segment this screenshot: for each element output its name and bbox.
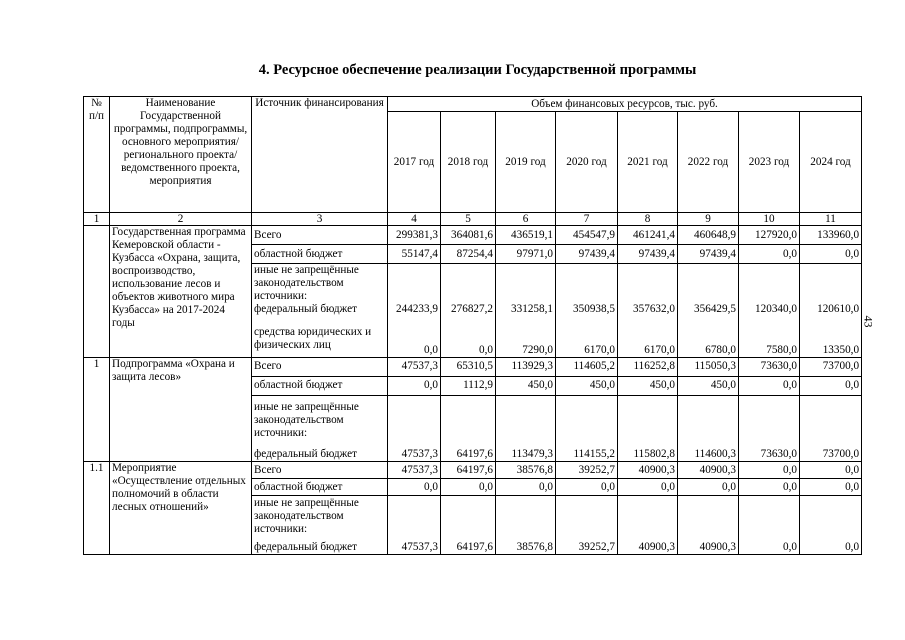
table-row	[84, 462, 862, 479]
value-cell: 6780,0	[678, 321, 739, 357]
row-name: Подпрограмма «Охрана и защита лесов»	[110, 357, 252, 462]
value-cell: 133960,0	[800, 226, 862, 245]
source-cell: Всего	[252, 462, 388, 479]
source-cell: Всего	[252, 226, 388, 245]
value-cell: 244233,9	[388, 303, 441, 321]
value-cell: 0,0	[678, 479, 739, 496]
page-number: 43	[861, 315, 876, 328]
value-cell: 0,0	[739, 538, 800, 555]
value-cell	[739, 395, 800, 445]
value-cell: 64197,6	[441, 538, 496, 555]
value-cell: 39252,7	[556, 462, 618, 479]
value-cell: 73630,0	[739, 357, 800, 376]
value-cell: 64197,6	[441, 445, 496, 462]
source-cell: иные не запрещённые законодательством источники:	[252, 395, 388, 445]
value-cell: 116252,8	[618, 357, 678, 376]
value-cell: 39252,7	[556, 538, 618, 555]
value-cell: 0,0	[496, 479, 556, 496]
value-cell	[388, 496, 441, 538]
index-cell: 11	[800, 213, 862, 226]
value-cell	[678, 264, 739, 304]
value-cell: 40900,3	[678, 538, 739, 555]
value-cell: 350938,5	[556, 303, 618, 321]
value-cell	[556, 264, 618, 304]
value-cell: 97439,4	[556, 245, 618, 264]
value-cell: 0,0	[556, 479, 618, 496]
source-cell: иные не запрещённые законодательством источники:	[252, 264, 388, 304]
source-cell: областной бюджет	[252, 479, 388, 496]
value-cell	[618, 395, 678, 445]
row-num: 1.1	[84, 462, 110, 555]
value-cell: 73700,0	[800, 357, 862, 376]
value-cell: 114600,3	[678, 445, 739, 462]
source-cell: федеральный бюджет	[252, 303, 388, 321]
value-cell: 115050,3	[678, 357, 739, 376]
source-cell: областной бюджет	[252, 376, 388, 395]
value-cell: 113479,3	[496, 445, 556, 462]
value-cell	[556, 395, 618, 445]
header-volume: Объем финансовых ресурсов, тыс. руб.	[388, 97, 862, 112]
value-cell	[678, 395, 739, 445]
value-cell	[678, 496, 739, 538]
header-year: 2018 год	[441, 112, 496, 213]
header-year: 2023 год	[739, 112, 800, 213]
value-cell: 450,0	[678, 376, 739, 395]
value-cell: 55147,4	[388, 245, 441, 264]
value-cell	[800, 264, 862, 304]
value-cell: 0,0	[618, 479, 678, 496]
index-cell: 7	[556, 213, 618, 226]
index-cell: 9	[678, 213, 739, 226]
source-cell: федеральный бюджет	[252, 538, 388, 555]
value-cell: 461241,4	[618, 226, 678, 245]
document-title: 4. Ресурсное обеспечение реализации Государственной программы	[258, 62, 697, 78]
source-cell: иные не запрещённые законодательством источники:	[252, 496, 388, 538]
value-cell: 0,0	[739, 376, 800, 395]
value-cell	[496, 395, 556, 445]
value-cell	[441, 496, 496, 538]
source-cell: Всего	[252, 357, 388, 376]
index-cell: 3	[252, 213, 388, 226]
value-cell: 65310,5	[441, 357, 496, 376]
value-cell	[388, 264, 441, 304]
value-cell: 460648,9	[678, 226, 739, 245]
value-cell: 114155,2	[556, 445, 618, 462]
value-cell	[618, 496, 678, 538]
value-cell: 73630,0	[739, 445, 800, 462]
source-cell: федеральный бюджет	[252, 445, 388, 462]
row-name: Государственная программа Кемеровской области - Кузбасса «Охрана, защита, воспроизводство, использование лесов и объектов животного мира Кузбасса» на 2017-2024 годы	[110, 226, 252, 358]
row-num	[84, 226, 110, 358]
value-cell: 7290,0	[496, 321, 556, 357]
value-cell: 6170,0	[618, 321, 678, 357]
value-cell: 299381,3	[388, 226, 441, 245]
column-index-row	[84, 213, 862, 226]
value-cell	[800, 496, 862, 538]
value-cell	[739, 496, 800, 538]
value-cell: 120610,0	[800, 303, 862, 321]
value-cell: 40900,3	[618, 462, 678, 479]
index-cell: 5	[441, 213, 496, 226]
value-cell: 1112,9	[441, 376, 496, 395]
value-cell: 0,0	[388, 479, 441, 496]
header-year: 2019 год	[496, 112, 556, 213]
value-cell: 40900,3	[618, 538, 678, 555]
value-cell: 40900,3	[678, 462, 739, 479]
value-cell	[739, 264, 800, 304]
header-num: № п/п	[84, 97, 110, 213]
row-name: Мероприятие «Осуществление отдельных полномочий в области лесных отношений»	[110, 462, 252, 555]
value-cell	[388, 395, 441, 445]
value-cell: 357632,0	[618, 303, 678, 321]
value-cell: 47537,3	[388, 538, 441, 555]
value-cell: 97971,0	[496, 245, 556, 264]
value-cell: 38576,8	[496, 462, 556, 479]
value-cell: 114605,2	[556, 357, 618, 376]
value-cell: 64197,6	[441, 462, 496, 479]
value-cell: 0,0	[739, 245, 800, 264]
value-cell: 0,0	[388, 376, 441, 395]
value-cell: 331258,1	[496, 303, 556, 321]
value-cell: 127920,0	[739, 226, 800, 245]
value-cell: 47537,3	[388, 357, 441, 376]
value-cell: 0,0	[800, 538, 862, 555]
resource-table	[83, 96, 862, 555]
row-num: 1	[84, 357, 110, 462]
value-cell: 113929,3	[496, 357, 556, 376]
value-cell: 0,0	[800, 462, 862, 479]
header-year: 2024 год	[800, 112, 862, 213]
value-cell	[496, 496, 556, 538]
value-cell: 0,0	[739, 479, 800, 496]
header-year: 2017 год	[388, 112, 441, 213]
index-cell: 10	[739, 213, 800, 226]
value-cell: 450,0	[556, 376, 618, 395]
index-cell: 6	[496, 213, 556, 226]
value-cell: 0,0	[441, 479, 496, 496]
value-cell: 436519,1	[496, 226, 556, 245]
value-cell: 364081,6	[441, 226, 496, 245]
value-cell	[800, 395, 862, 445]
value-cell: 0,0	[800, 376, 862, 395]
value-cell: 97439,4	[618, 245, 678, 264]
value-cell: 97439,4	[678, 245, 739, 264]
index-cell: 4	[388, 213, 441, 226]
header-source: Источник финансирования	[252, 97, 388, 213]
header-year: 2020 год	[556, 112, 618, 213]
value-cell: 7580,0	[739, 321, 800, 357]
value-cell: 0,0	[800, 479, 862, 496]
value-cell: 0,0	[800, 245, 862, 264]
source-cell: областной бюджет	[252, 245, 388, 264]
table-row	[84, 357, 862, 376]
source-cell: средства юридических и физических лиц	[252, 321, 388, 357]
header-name: Наименование Государственной программы, подпрограммы, основного мероприятия/ регионального проекта/ ведомственного проекта, мероприятия	[110, 97, 252, 213]
value-cell: 450,0	[618, 376, 678, 395]
value-cell: 87254,4	[441, 245, 496, 264]
value-cell: 38576,8	[496, 538, 556, 555]
value-cell: 47537,3	[388, 462, 441, 479]
value-cell	[441, 395, 496, 445]
value-cell: 6170,0	[556, 321, 618, 357]
value-cell: 450,0	[496, 376, 556, 395]
value-cell	[556, 496, 618, 538]
value-cell: 13350,0	[800, 321, 862, 357]
value-cell	[441, 264, 496, 304]
value-cell: 0,0	[739, 462, 800, 479]
value-cell: 356429,5	[678, 303, 739, 321]
value-cell: 0,0	[441, 321, 496, 357]
value-cell	[496, 264, 556, 304]
value-cell: 0,0	[388, 321, 441, 357]
value-cell: 47537,3	[388, 445, 441, 462]
header-year: 2021 год	[618, 112, 678, 213]
value-cell: 120340,0	[739, 303, 800, 321]
header-year: 2022 год	[678, 112, 739, 213]
value-cell	[618, 264, 678, 304]
value-cell: 73700,0	[800, 445, 862, 462]
value-cell: 454547,9	[556, 226, 618, 245]
value-cell: 115802,8	[618, 445, 678, 462]
index-cell: 8	[618, 213, 678, 226]
table-row	[84, 226, 862, 245]
value-cell: 276827,2	[441, 303, 496, 321]
index-cell: 2	[110, 213, 252, 226]
index-cell: 1	[84, 213, 110, 226]
